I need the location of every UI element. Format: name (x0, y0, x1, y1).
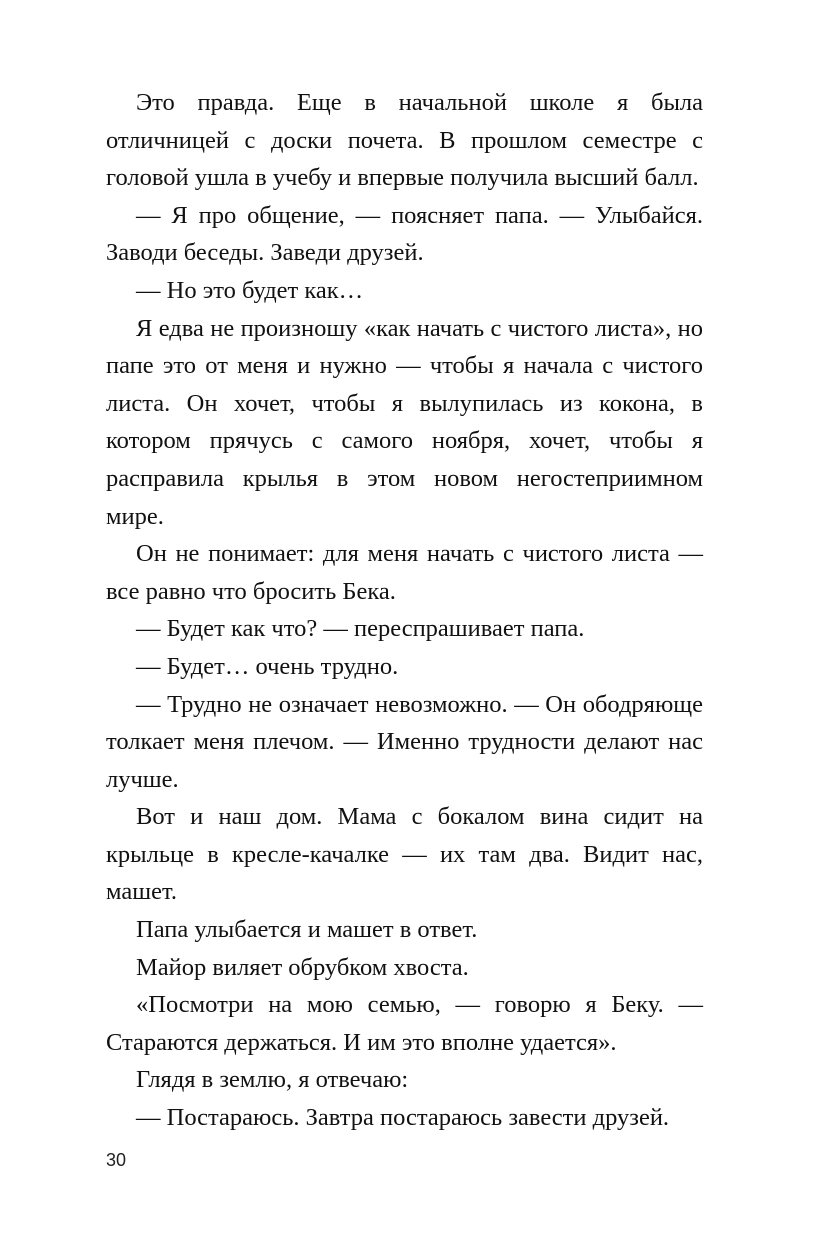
paragraph: Я едва не произношу «как начать с чистого листа», но папе это от меня и нужно — чтобы я начала с чистого листа. Он хочет, чтобы я вылупилась из кокона, в котором прячусь с самого ноября, хочет, чтобы я расправила крылья в этом новом негостеприимном мире. (106, 314, 703, 530)
page-number: 30 (106, 1150, 127, 1170)
paragraph: — Но это будет как… (136, 276, 364, 304)
paragraph: «Посмотри на мою семью, — говорю я Беку. — Стараются держаться. И им это вполне удается». (106, 991, 703, 1056)
paragraph: Это правда. Еще в начальной школе я была отличницей с доски почета. В прошлом семестре с головой ушла в учебу и впервые получила высший балл. (106, 89, 703, 192)
paragraph: Майор виляет обрубком хвоста. (136, 953, 469, 981)
paragraph: — Постараюсь. Завтра постараюсь завести друзей. (136, 1104, 670, 1132)
paragraph: Глядя в землю, я отвечаю: (136, 1066, 409, 1094)
paragraph: Вот и наш дом. Мама с бокалом вина сидит на крыльце в кресле-качалке — их там два. Видит нас, машет. (106, 803, 703, 906)
paragraph: — Будет как что? — переспрашивает папа. (136, 615, 585, 643)
paragraph: Папа улыбается и машет в ответ. (136, 916, 478, 944)
paragraph: — Я про общение, — поясняет папа. — Улыбайся. Заводи беседы. Заведи друзей. (106, 201, 703, 267)
paragraph: — Трудно не означает невозможно. — Он ободряюще толкает меня плечом. — Именно трудности делают нас лучше. (106, 690, 703, 793)
body-text (106, 84, 703, 1137)
paragraph: — Будет… очень трудно. (136, 652, 399, 680)
paragraph: Он не понимает: для меня начать с чистого листа — все равно что бросить Бека. (106, 540, 703, 605)
